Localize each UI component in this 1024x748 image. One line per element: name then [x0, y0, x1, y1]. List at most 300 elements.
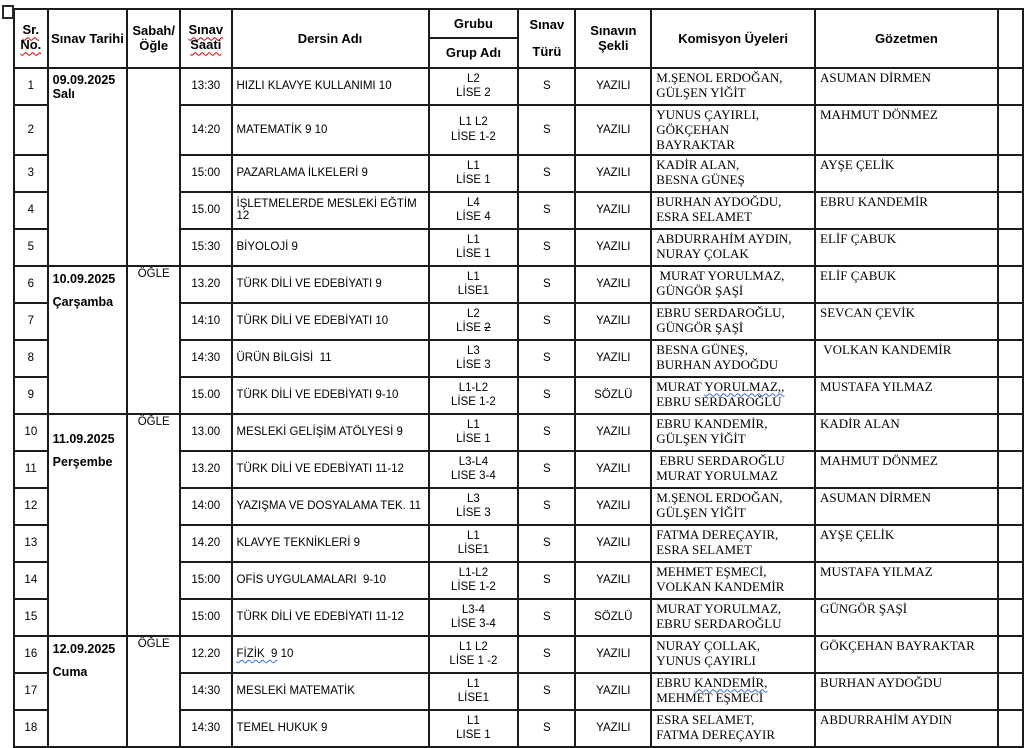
text-run: YAZILI — [596, 241, 631, 254]
group-name — [434, 617, 514, 631]
group-code — [434, 714, 514, 728]
text-run: 14:00 — [191, 500, 221, 513]
committee-member-line — [656, 320, 810, 335]
cell-proctor — [815, 266, 998, 303]
text-run: GÖKÇEHAN BAYRAKTAR — [656, 121, 735, 153]
cell-group — [429, 562, 519, 599]
text-run: 16 — [24, 648, 38, 661]
text-run: 14:30 — [191, 685, 221, 698]
schedule-body — [14, 68, 1023, 747]
group-name — [434, 86, 514, 100]
cell-committee — [651, 525, 815, 562]
text-run: VOLKAN KANDEMİR — [656, 578, 785, 594]
text-run: TÜRK DİLİ VE EDEBİYATI 9-10 — [236, 389, 399, 402]
text-run: SEVCAN ÇEVİK — [820, 304, 915, 320]
group-name — [434, 506, 514, 520]
text-run: L1 L2 — [459, 640, 488, 653]
text-run: EBRU SERDAROĞLU — [656, 452, 785, 468]
text-run: L3-4 — [461, 603, 485, 616]
text-run: 15:00 — [191, 574, 221, 587]
committee-member-line — [656, 579, 810, 594]
text-run: 2 — [27, 123, 35, 136]
text-run: 1 — [27, 80, 35, 93]
header-tur-line1: Sınav — [529, 17, 565, 32]
text-run: BESNA GÜNEŞ, — [656, 341, 748, 357]
text-run: Sınav — [188, 22, 224, 38]
header-sr-line — [17, 23, 45, 38]
text-run: 15:00 — [191, 167, 221, 180]
text-run: AYŞE ÇELİK — [820, 156, 895, 172]
text-run: MURAT YORULMAZ, — [656, 267, 785, 283]
cell-course-name — [232, 68, 429, 105]
text-run: 5 — [27, 241, 35, 254]
committee-member-line — [656, 283, 810, 298]
text-run: 10 — [277, 648, 294, 661]
cell-exam-type — [518, 673, 575, 710]
table-row — [14, 636, 1023, 673]
text-run: LİSE 1 — [456, 248, 491, 261]
text-run: L1-L2 — [458, 566, 489, 579]
cell-exam-type — [518, 266, 575, 303]
cell-exam-format — [575, 488, 651, 525]
cell-sr-no — [14, 68, 48, 105]
text-run: L3-L4 — [458, 455, 489, 468]
committee-member-line — [656, 675, 810, 690]
cell-exam-time — [180, 525, 231, 562]
cell-session — [127, 636, 180, 747]
cell-exam-type — [518, 636, 575, 673]
text-run: LİSE 1 — [456, 433, 491, 446]
text-run: LİSE 2 — [456, 87, 491, 100]
text-run: GÜLŞEN YİĞİT — [656, 430, 746, 446]
cell-exam-format — [575, 451, 651, 488]
header-exam-format: Sınavın Şekli — [575, 9, 651, 68]
cell-proctor — [815, 340, 998, 377]
text-run: S — [543, 389, 551, 402]
clipped-column-cell — [998, 488, 1023, 525]
cell-exam-time — [180, 710, 231, 747]
header-saati-line2 — [183, 38, 228, 53]
text-run: LİSE 3 — [456, 359, 491, 372]
text-run: L2 — [467, 307, 480, 320]
text-run: 15:30 — [191, 241, 221, 254]
text-run: BURHAN AYDOĞDU — [820, 674, 942, 690]
cell-group — [429, 451, 519, 488]
text-run: YAZILI — [596, 463, 631, 476]
cell-group — [429, 673, 519, 710]
group-code — [434, 270, 514, 284]
text-run: FİZİK 9 — [236, 648, 278, 661]
text-run: S — [543, 241, 551, 254]
cell-committee — [651, 68, 815, 105]
text-run: 11 — [24, 463, 37, 476]
header-committee: Komisyon Üyeleri — [651, 9, 815, 68]
text-run: L2 — [467, 72, 480, 85]
cell-proctor — [815, 303, 998, 340]
exam-date-text: 12.09.2025 — [52, 641, 116, 656]
text-run: ÖĞLE — [137, 267, 170, 280]
text-run: MAHMUT DÖNMEZ — [820, 106, 938, 122]
clipped-column-cell — [998, 192, 1023, 229]
text-run: ESRA SELAMET — [656, 541, 752, 557]
text-run: S — [543, 611, 551, 624]
text-run: LİSE 4 — [456, 211, 491, 224]
text-run: 13.20 — [191, 463, 221, 476]
cell-proctor — [815, 155, 998, 192]
table-header — [14, 9, 1023, 68]
cell-proctor — [815, 105, 998, 155]
committee-member-line — [656, 357, 810, 372]
text-run: L1 L2 — [459, 116, 488, 129]
text-run: 14:30 — [191, 722, 221, 735]
cell-committee — [651, 266, 815, 303]
cell-exam-type — [518, 105, 575, 155]
header-exam-date: Sınav Tarihi — [48, 9, 128, 68]
committee-member-line — [656, 342, 810, 357]
cell-exam-type — [518, 562, 575, 599]
text-run: L3 — [467, 492, 480, 505]
cell-course-name — [232, 192, 429, 229]
committee-member-line — [656, 246, 810, 261]
clipped-column-cell — [998, 451, 1023, 488]
text-run: S — [543, 80, 551, 93]
text-run: MURAT YORULMAZ, — [656, 600, 782, 616]
exam-date-text: 11.09.2025 — [52, 431, 115, 446]
text-run: YAZILI — [596, 500, 631, 513]
text-run: FATMA DEREÇAYIR — [656, 726, 776, 742]
cell-exam-format — [575, 562, 651, 599]
committee-member-line — [656, 431, 810, 446]
text-run: L1 — [467, 714, 480, 727]
cell-group — [429, 266, 519, 303]
cell-exam-time — [180, 414, 231, 451]
cell-proctor — [815, 488, 998, 525]
cell-exam-date — [48, 414, 128, 636]
header-sr-no — [14, 9, 48, 68]
cell-exam-time — [180, 488, 231, 525]
committee-member-line — [656, 107, 810, 122]
group-name — [434, 173, 514, 187]
clipped-column-cell — [998, 599, 1023, 636]
exam-day-text: Salı — [52, 86, 75, 101]
clipped-column-cell — [998, 377, 1023, 414]
cell-committee — [651, 105, 815, 155]
cell-proctor — [815, 451, 998, 488]
text-run: NURAY ÇOLAK — [656, 245, 749, 261]
committee-member-line — [656, 616, 810, 631]
group-name — [434, 210, 514, 224]
cell-committee — [651, 192, 815, 229]
exam-day-text: Cuma — [52, 664, 88, 679]
cell-exam-format — [575, 192, 651, 229]
clipped-column-cell — [998, 303, 1023, 340]
text-run: 15:00 — [191, 611, 221, 624]
cell-exam-format — [575, 105, 651, 155]
cell-exam-type — [518, 68, 575, 105]
text-run: 14 — [24, 574, 38, 587]
text-run: LİSE1 — [457, 692, 490, 705]
cell-group — [429, 525, 519, 562]
group-name — [434, 130, 514, 144]
text-run: SÖZLÜ — [594, 389, 633, 402]
cell-exam-format — [575, 340, 651, 377]
text-run: 12 — [24, 500, 38, 513]
text-run: LİSE 3 — [456, 507, 491, 520]
cell-proctor — [815, 599, 998, 636]
cell-exam-time — [180, 340, 231, 377]
cell-exam-format — [575, 377, 651, 414]
text-run: YAZIŞMA VE DOSYALAMA TEK. 11 — [236, 500, 421, 513]
cell-exam-date — [48, 636, 128, 747]
text-run: 6 — [27, 278, 35, 291]
cell-course-name — [232, 488, 429, 525]
text-run: ÖĞLE — [137, 415, 170, 428]
cell-exam-format — [575, 673, 651, 710]
text-run: EBRU SERDAROĞLU — [656, 378, 788, 409]
table-row — [14, 68, 1023, 105]
table-handle — [2, 5, 14, 19]
text-run: ABDURRAHİM AYDIN, — [656, 230, 792, 246]
clipped-column-cell — [998, 562, 1023, 599]
cell-group — [429, 488, 519, 525]
committee-member-line — [656, 527, 810, 542]
group-name — [434, 728, 514, 742]
text-run: GÜLŞEN YİĞİT — [656, 504, 746, 520]
text-run: BURHAN AYDOĞDU — [656, 356, 779, 372]
clipped-column-cell — [998, 229, 1023, 266]
cell-course-name — [232, 105, 429, 155]
cell-exam-format — [575, 68, 651, 105]
group-code — [434, 640, 514, 654]
text-run: 13 — [24, 537, 38, 550]
group-name — [434, 432, 514, 446]
group-name — [434, 247, 514, 261]
text-run: YAZILI — [596, 315, 631, 328]
group-name — [434, 580, 514, 594]
cell-committee — [651, 673, 815, 710]
cell-exam-format — [575, 525, 651, 562]
group-code — [434, 492, 514, 506]
committee-member-line — [656, 379, 810, 410]
cell-exam-time — [180, 192, 231, 229]
header-proctor: Gözetmen — [815, 9, 998, 68]
text-run: L3 — [467, 344, 480, 357]
text-run: 4 — [27, 204, 35, 217]
cell-exam-time — [180, 599, 231, 636]
text-run: HIZLI KLAVYE KULLANIMI 10 — [236, 80, 392, 93]
committee-member-line — [656, 490, 810, 505]
cell-course-name — [232, 636, 429, 673]
clipped-column-cell — [998, 155, 1023, 192]
text-run: 15.00 — [191, 389, 221, 402]
cell-sr-no — [14, 562, 48, 599]
clipped-column-header — [998, 9, 1023, 68]
committee-member-line — [656, 727, 810, 742]
text-run: EBRU KANDEMİR — [820, 193, 928, 209]
text-run: L1 — [467, 270, 480, 283]
cell-exam-time — [180, 229, 231, 266]
clipped-column-cell — [998, 525, 1023, 562]
group-code — [434, 307, 514, 321]
text-run: GÜNGÖR ŞAŞİ — [656, 319, 744, 335]
cell-committee — [651, 636, 815, 673]
committee-member-line — [656, 638, 810, 653]
text-run: GÜLŞEN YİĞİT — [656, 84, 746, 100]
committee-member-line — [656, 70, 810, 85]
text-run: ELİF ÇABUK — [820, 267, 897, 283]
text-run: YAZILI — [596, 574, 631, 587]
cell-committee — [651, 340, 815, 377]
text-run: BİYOLOJİ 9 — [236, 241, 298, 254]
cell-group — [429, 68, 519, 105]
cell-group — [429, 340, 519, 377]
text-run: ELİF ÇABUK — [820, 230, 897, 246]
text-run: 15 — [24, 611, 38, 624]
text-run: EBRU KANDEMİR, — [656, 415, 768, 431]
exam-date-text: 09.09.2025 — [52, 72, 116, 87]
text-run: LİSE 3-4 — [451, 618, 496, 631]
group-code — [434, 115, 514, 129]
cell-course-name — [232, 599, 429, 636]
cell-exam-time — [180, 105, 231, 155]
cell-proctor — [815, 636, 998, 673]
cell-exam-format — [575, 229, 651, 266]
text-run: KLAVYE TEKNİKLERİ 9 — [236, 537, 361, 550]
committee-member-line — [656, 122, 810, 153]
text-run: S — [543, 463, 551, 476]
header-course-name: Dersin Adı — [232, 9, 429, 68]
committee-member-line — [656, 690, 810, 705]
text-run: YORULMAZ,, — [704, 378, 785, 394]
cell-group — [429, 105, 519, 155]
header-group: Grubu — [429, 9, 519, 38]
cell-proctor — [815, 192, 998, 229]
clipped-column-cell — [998, 340, 1023, 377]
cell-committee — [651, 451, 815, 488]
text-run: 9 — [27, 389, 35, 402]
cell-committee — [651, 599, 815, 636]
text-run: KADİR ALAN — [820, 415, 900, 431]
cell-proctor — [815, 377, 998, 414]
text-run: MESLEKİ MATEMATİK — [236, 685, 355, 698]
text-run: S — [543, 167, 551, 180]
cell-committee — [651, 303, 815, 340]
text-run: MATEMATİK 9 10 — [236, 123, 328, 136]
text-run: ÜRÜN BİLGİSİ 11 — [236, 352, 332, 365]
text-run: 15.00 — [191, 204, 221, 217]
text-run: LISE 3-4 — [451, 470, 496, 483]
text-run: KANDEMİR, — [694, 674, 768, 690]
cell-group — [429, 599, 519, 636]
group-name — [434, 654, 514, 668]
table-row — [14, 266, 1023, 303]
committee-member-line — [656, 172, 810, 187]
clipped-column-cell — [998, 636, 1023, 673]
committee-member-line — [656, 505, 810, 520]
group-name — [434, 395, 514, 409]
text-run: 14:20 — [191, 123, 221, 136]
cell-proctor — [815, 68, 998, 105]
cell-sr-no — [14, 451, 48, 488]
text-run: L1 — [467, 529, 480, 542]
text-run: KADİR ALAN, — [656, 156, 740, 172]
cell-sr-no — [14, 155, 48, 192]
cell-course-name — [232, 673, 429, 710]
text-run: 14:30 — [191, 352, 221, 365]
cell-course-name — [232, 340, 429, 377]
cell-group — [429, 414, 519, 451]
text-run: YUNUS ÇAYIRLI — [656, 652, 756, 668]
cell-proctor — [815, 229, 998, 266]
text-run: ESRA SELAMET, — [656, 711, 755, 727]
text-run: MUSTAFA YILMAZ — [820, 563, 933, 579]
cell-exam-time — [180, 377, 231, 414]
clipped-column-cell — [998, 414, 1023, 451]
clipped-column-cell — [998, 673, 1023, 710]
cell-committee — [651, 710, 815, 747]
cell-exam-type — [518, 451, 575, 488]
cell-exam-type — [518, 414, 575, 451]
header-tur-line2: Türü — [532, 44, 562, 60]
cell-course-name — [232, 155, 429, 192]
committee-member-line — [656, 564, 810, 579]
committee-member-line — [656, 453, 810, 468]
text-run: S — [543, 123, 551, 136]
text-run: LİSE1 — [457, 285, 490, 298]
cell-exam-format — [575, 266, 651, 303]
text-run: EBRU SERDAROĞLU, — [656, 304, 785, 320]
exam-date-text: 10.09.2025 — [52, 271, 116, 286]
text-run: S — [543, 315, 551, 328]
cell-group — [429, 229, 519, 266]
text-run: YAZILI — [596, 722, 631, 735]
header-exam-time — [180, 9, 231, 68]
committee-member-line — [656, 209, 810, 224]
text-run: S — [543, 278, 551, 291]
cell-exam-format — [575, 155, 651, 192]
text-run: GÖKÇEHAN BAYRAKTAR — [820, 637, 975, 653]
text-run: MESLEKİ GELİŞİM ATÖLYESİ 9 — [236, 426, 403, 439]
cell-exam-date — [48, 68, 128, 266]
text-run: TEMEL HUKUK 9 — [236, 722, 328, 735]
text-run: GÜNGÖR ŞAŞİ — [656, 282, 744, 298]
text-run: YAZILI — [596, 352, 631, 365]
text-run: S — [543, 537, 551, 550]
text-run: YAZILI — [596, 685, 631, 698]
cell-proctor — [815, 562, 998, 599]
text-run: OFİS UYGULAMALARI 9-10 — [236, 574, 387, 587]
text-run: TÜRK DİLİ VE EDEBİYATI 9 — [236, 278, 382, 291]
cell-committee — [651, 229, 815, 266]
committee-member-line — [656, 542, 810, 557]
header-group-name: Grup Adı — [429, 38, 519, 68]
text-run: 14:10 — [191, 315, 221, 328]
text-run: S — [543, 722, 551, 735]
text-run: LİSE1 — [457, 544, 490, 557]
group-code — [434, 455, 514, 469]
cell-course-name — [232, 451, 429, 488]
cell-committee — [651, 155, 815, 192]
cell-exam-date — [48, 266, 128, 414]
text-run: L1-L2 — [458, 381, 489, 394]
group-code — [434, 677, 514, 691]
text-run: SÖZLÜ — [594, 611, 633, 624]
clipped-column-cell — [998, 710, 1023, 747]
group-name — [434, 691, 514, 705]
cell-sr-no — [14, 525, 48, 562]
cell-proctor — [815, 710, 998, 747]
group-name — [434, 358, 514, 372]
